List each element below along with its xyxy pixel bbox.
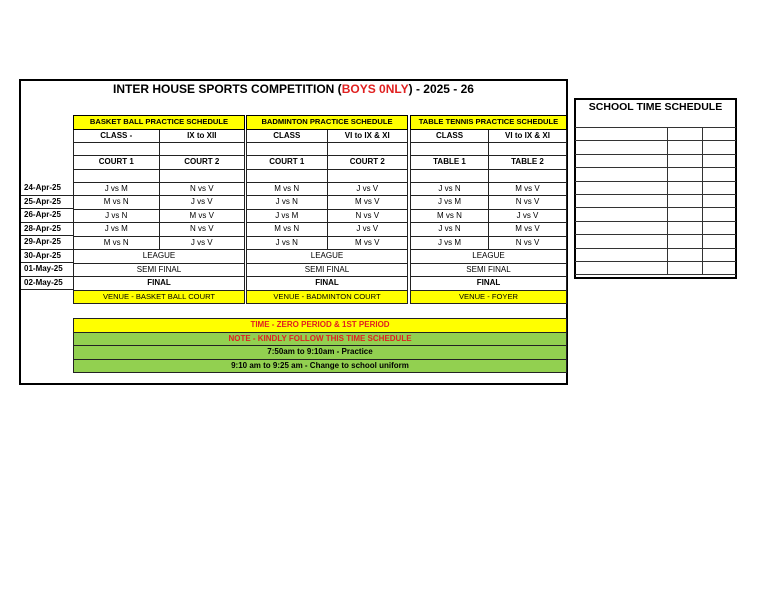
- match-cell: M vs N: [247, 223, 328, 237]
- col1-header: COURT 1: [247, 156, 328, 170]
- match-row: [74, 223, 245, 237]
- match-cell: J vs M: [411, 196, 489, 210]
- venue-cell: VENUE - FOYER: [411, 290, 567, 304]
- empty-cell: [74, 169, 160, 182]
- schedule-cell: [702, 181, 736, 194]
- match-cell: J vs V: [159, 196, 245, 210]
- match-cell: J vs M: [74, 182, 160, 196]
- date-cell: 01-May-25: [21, 263, 73, 277]
- match-row: [411, 182, 567, 196]
- schedule-cell: [575, 194, 667, 207]
- match-cell: M vs V: [327, 236, 408, 250]
- schedule-cell: [667, 261, 702, 274]
- date-column: [21, 182, 73, 290]
- match-cell: M vs V: [489, 223, 567, 237]
- schedule-block-2: [410, 115, 567, 304]
- schedule-cell: [667, 248, 702, 261]
- date-cell: 30-Apr-25: [21, 249, 73, 263]
- semi-final-cell: SEMI FINAL: [247, 263, 408, 277]
- class-label: CLASS -: [74, 129, 160, 143]
- league-cell: LEAGUE: [247, 250, 408, 264]
- schedule-cell: [667, 235, 702, 248]
- empty-cell: [74, 143, 160, 156]
- empty-cell: [247, 169, 328, 182]
- schedule-cell: [575, 154, 667, 167]
- page-title: INTER HOUSE SPORTS COMPETITION (BOYS 0NLY) - 2025 - 26: [113, 82, 474, 96]
- schedule-cell: [702, 141, 736, 154]
- match-row: [74, 182, 245, 196]
- match-cell: J vs M: [74, 223, 160, 237]
- match-row: [247, 236, 408, 250]
- final-cell: FINAL: [411, 277, 567, 291]
- schedule-block-1: [246, 115, 408, 304]
- schedule-cell: [575, 141, 667, 154]
- date-cell: 26-Apr-25: [21, 209, 73, 223]
- match-cell: J vs V: [327, 182, 408, 196]
- schedule-cell: [667, 168, 702, 181]
- empty-cell: [327, 169, 408, 182]
- match-row: [74, 236, 245, 250]
- empty-cell: [247, 143, 328, 156]
- league-cell: LEAGUE: [74, 250, 245, 264]
- class-label: CLASS: [247, 129, 328, 143]
- schedule-block-0: [73, 115, 245, 304]
- schedule-cell: [702, 128, 736, 141]
- match-cell: J vs N: [411, 182, 489, 196]
- class-label: CLASS: [411, 129, 489, 143]
- match-row: [247, 196, 408, 210]
- match-cell: J vs V: [489, 209, 567, 223]
- col2-header: COURT 2: [327, 156, 408, 170]
- match-cell: J vs M: [411, 236, 489, 250]
- match-row: [74, 196, 245, 210]
- class-value: IX to XII: [159, 129, 245, 143]
- date-cell: 29-Apr-25: [21, 236, 73, 250]
- schedule-cell: [702, 261, 736, 274]
- match-cell: N vs V: [489, 196, 567, 210]
- venue-cell: VENUE - BASKET BALL COURT: [74, 290, 245, 304]
- match-cell: M vs N: [74, 196, 160, 210]
- semi-final-cell: SEMI FINAL: [411, 263, 567, 277]
- match-cell: N vs V: [327, 209, 408, 223]
- match-cell: J vs V: [159, 236, 245, 250]
- match-cell: M vs N: [411, 209, 489, 223]
- match-row: [411, 196, 567, 210]
- match-cell: J vs N: [247, 236, 328, 250]
- match-row: [411, 209, 567, 223]
- match-row: [247, 223, 408, 237]
- schedule-cell: [667, 221, 702, 234]
- notes-table: [73, 318, 567, 373]
- block-header: TABLE TENNIS PRACTICE SCHEDULE: [411, 116, 567, 130]
- schedule-cell: [667, 141, 702, 154]
- final-cell: FINAL: [74, 277, 245, 291]
- match-row: [411, 223, 567, 237]
- schedule-cell: [702, 194, 736, 207]
- semi-final-cell: SEMI FINAL: [74, 263, 245, 277]
- schedule-cell: [702, 235, 736, 248]
- date-cell: 25-Apr-25: [21, 195, 73, 209]
- match-row: [74, 209, 245, 223]
- class-value: VI to IX & XI: [489, 129, 567, 143]
- match-cell: M vs V: [489, 182, 567, 196]
- match-cell: M vs V: [327, 196, 408, 210]
- col1-header: TABLE 1: [411, 156, 489, 170]
- league-cell: LEAGUE: [411, 250, 567, 264]
- schedule-cell: [667, 181, 702, 194]
- match-cell: M vs N: [247, 182, 328, 196]
- col2-header: COURT 2: [159, 156, 245, 170]
- match-cell: N vs V: [489, 236, 567, 250]
- match-row: [247, 182, 408, 196]
- match-cell: J vs N: [74, 209, 160, 223]
- schedule-cell: [702, 248, 736, 261]
- uniform-time: 9:10 am to 9:25 am - Change to school uniform: [74, 359, 567, 373]
- schedule-cell: [575, 248, 667, 261]
- schedule-cell: [575, 208, 667, 221]
- schedule-cell: [575, 128, 667, 141]
- school-schedule-grid: [575, 127, 736, 275]
- schedule-cell: [667, 208, 702, 221]
- schedule-cell: [702, 154, 736, 167]
- schedule-cell: [575, 221, 667, 234]
- match-cell: J vs N: [247, 196, 328, 210]
- class-value: VI to IX & XI: [327, 129, 408, 143]
- schedule-cell: [667, 128, 702, 141]
- col1-header: COURT 1: [74, 156, 160, 170]
- schedule-cell: [575, 168, 667, 181]
- schedule-cell: [667, 154, 702, 167]
- block-header: BADMINTON PRACTICE SCHEDULE: [247, 116, 408, 130]
- col2-header: TABLE 2: [489, 156, 567, 170]
- match-cell: N vs V: [159, 223, 245, 237]
- schedule-cell: [575, 181, 667, 194]
- boys-only-highlight: BOYS 0NLY: [341, 82, 409, 96]
- follow-note: NOTE - KINDLY FOLLOW THIS TIME SCHEDULE: [74, 332, 567, 346]
- schedule-cell: [575, 261, 667, 274]
- venue-cell: VENUE - BADMINTON COURT: [247, 290, 408, 304]
- empty-cell: [489, 169, 567, 182]
- date-cell: 02-May-25: [21, 276, 73, 290]
- school-schedule-title: SCHOOL TIME SCHEDULE: [588, 101, 723, 113]
- match-cell: M vs V: [159, 209, 245, 223]
- final-cell: FINAL: [247, 277, 408, 291]
- schedule-cell: [667, 194, 702, 207]
- match-row: [411, 236, 567, 250]
- empty-cell: [327, 143, 408, 156]
- schedule-cell: [575, 235, 667, 248]
- match-cell: N vs V: [159, 182, 245, 196]
- match-cell: J vs M: [247, 209, 328, 223]
- empty-cell: [159, 143, 245, 156]
- match-cell: M vs N: [74, 236, 160, 250]
- empty-cell: [159, 169, 245, 182]
- schedule-cell: [702, 208, 736, 221]
- match-cell: J vs V: [327, 223, 408, 237]
- match-cell: J vs N: [411, 223, 489, 237]
- empty-cell: [411, 143, 489, 156]
- date-cell: 24-Apr-25: [21, 182, 73, 195]
- empty-cell: [489, 143, 567, 156]
- time-note: TIME - ZERO PERIOD & 1ST PERIOD: [74, 319, 567, 333]
- schedule-cell: [702, 168, 736, 181]
- match-row: [247, 209, 408, 223]
- block-header: BASKET BALL PRACTICE SCHEDULE: [74, 116, 245, 130]
- practice-time: 7:50am to 9:10am - Practice: [74, 346, 567, 360]
- date-cell: 28-Apr-25: [21, 222, 73, 236]
- empty-cell: [411, 169, 489, 182]
- schedule-cell: [702, 221, 736, 234]
